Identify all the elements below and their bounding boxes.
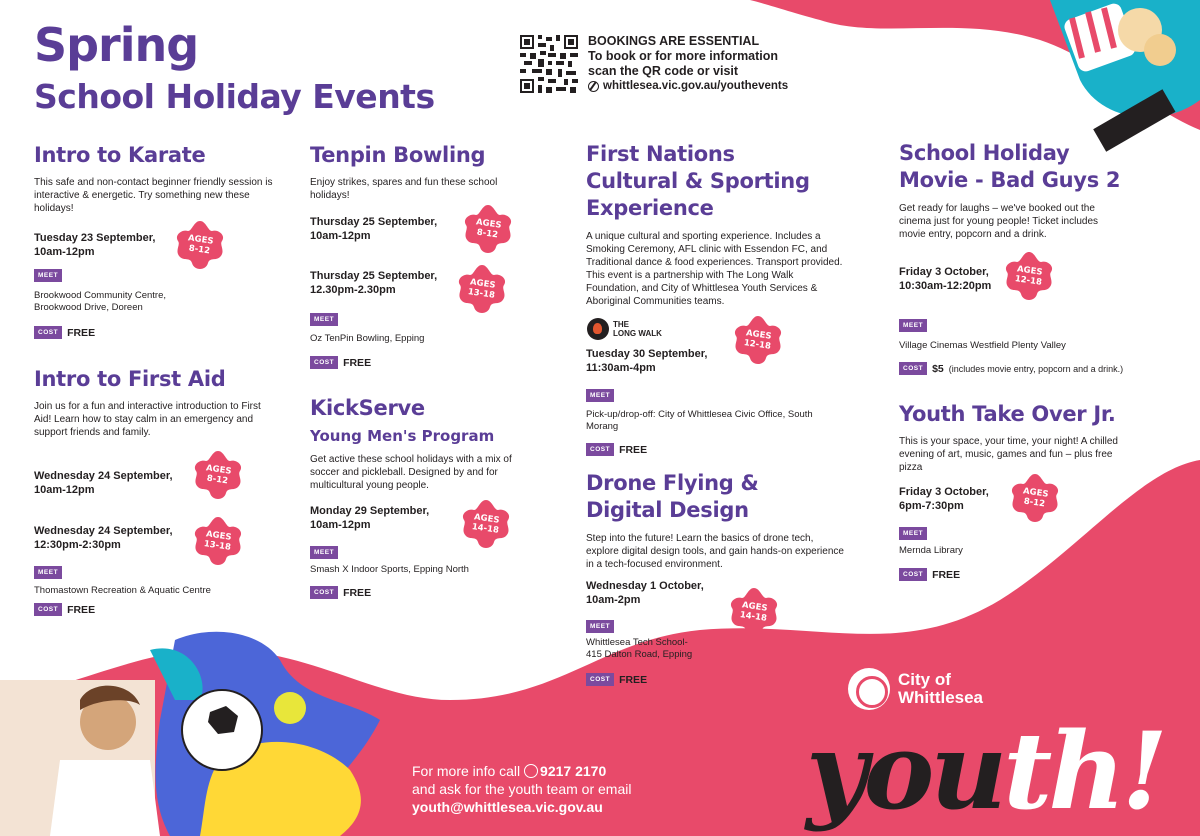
event-description: Get ready for laughs – we've booked out the cinema just for young people! Ticket includes movie entry, popcorn and a drink.	[899, 203, 1098, 240]
meet-tag: MEET	[310, 313, 338, 326]
age-badge-2: AGES 13-18	[192, 515, 244, 567]
event-date: Monday 29 September, 10am-12pm	[310, 505, 430, 531]
event-cost: COST FREE	[899, 568, 960, 581]
booking-line-2: scan the QR code or visit	[588, 64, 739, 78]
event-date: Tuesday 30 September, 11:30am-4pm	[586, 348, 708, 374]
event-tenpin-bowling	[310, 143, 550, 373]
page-title: Spring	[34, 18, 199, 72]
event-movie	[899, 140, 1179, 380]
event-date-2: Thursday 25 September, 12.30pm-2.30pm	[310, 270, 438, 296]
event-description: Step into the future! Learn the basics of drone tech, explore digital design tools, and gain hands-on experience in a tech-focused environment.	[586, 533, 844, 570]
age-badge-2: AGES 13-18	[456, 263, 508, 315]
event-title: First Nations Cultural & Sporting Experience	[586, 142, 810, 220]
long-walk-logo: THE LONG WALK	[587, 318, 662, 340]
event-description: Get active these school holidays with a mix of soccer and pickleball. Designed by and for multicultural young people.	[310, 454, 512, 492]
booking-link[interactable]	[588, 79, 788, 94]
qr-code-icon[interactable]	[520, 35, 578, 93]
event-karate	[34, 143, 284, 343]
event-title: Tenpin Bowling	[310, 143, 486, 167]
event-description: A unique cultural and sporting experience. Includes a Smoking Ceremony, AFL clinic with Essendon FC, and Traditional dance & food experiences. Transport provided. This event is a partnership with The Long Walk Foundation, and City of Whittlesea Youth Services & Aboriginal Communities teams.	[586, 231, 843, 307]
event-subtitle: Young Men's Program	[310, 427, 495, 446]
event-description: This safe and non-contact beginner friendly session is interactive & energetic. Try something new these holidays!	[34, 177, 273, 215]
page-subtitle: School Holiday Events	[34, 77, 435, 116]
event-venue: Smash X Indoor Sports, Epping North	[310, 564, 469, 575]
age-badge: AGES 14-18	[460, 498, 512, 550]
event-date-2: Wednesday 24 September, 12:30pm-2:30pm	[34, 525, 173, 551]
cost-tag: COST	[34, 326, 62, 339]
age-badge: AGES 12-18	[732, 314, 784, 366]
event-venue: Pick-up/drop-off: City of Whittlesea Civic Office, South Morang	[586, 409, 813, 432]
event-venue: Brookwood Community Centre, Brookwood Drive, Doreen	[34, 290, 166, 313]
cost-tag: COST	[586, 443, 614, 456]
cost-tag: COST	[310, 586, 338, 599]
age-badge: AGES 8-12	[1009, 472, 1061, 524]
cost-tag: COST	[34, 603, 62, 616]
city-logo: City of Whittlesea	[848, 668, 983, 710]
event-cost: COST FREE	[310, 356, 371, 369]
event-date: Wednesday 1 October, 10am-2pm	[586, 580, 704, 606]
meet-tag: MEET	[34, 566, 62, 579]
youth-brand: youth!	[806, 708, 1164, 833]
event-title: KickServe	[310, 396, 425, 420]
contact-line-2: and ask for the youth team or email	[412, 781, 632, 797]
event-cost: COST FREE	[586, 673, 647, 686]
event-description: Enjoy strikes, spares and fun these school holidays!	[310, 177, 498, 202]
event-title: School Holiday Movie - Bad Guys 2	[899, 141, 1121, 192]
cost-tag: COST	[586, 673, 614, 686]
booking-line-1: To book or for more information	[588, 49, 779, 63]
event-date: Tuesday 23 September, 10am-12pm	[34, 232, 156, 258]
event-title: Youth Take Over Jr.	[899, 402, 1116, 426]
event-cost: COST $5 (includes movie entry, popcorn and a drink.)	[899, 362, 1123, 375]
event-drone	[586, 470, 856, 570]
age-badge: AGES 14-18	[728, 586, 780, 638]
booking-url[interactable]: whittlesea.vic.gov.au/youthevents	[603, 80, 789, 92]
meet-tag: MEET	[586, 620, 614, 633]
booking-title: BOOKINGS ARE ESSENTIAL	[588, 34, 760, 48]
meet-tag: MEET	[899, 319, 927, 332]
age-badge: AGES 12-18	[1003, 250, 1055, 302]
event-cost: COST FREE	[586, 443, 647, 456]
event-title: Drone Flying & Digital Design	[586, 471, 759, 522]
event-title: Intro to Karate	[34, 143, 206, 167]
booking-info	[588, 34, 788, 94]
event-kickserve	[310, 396, 550, 608]
email-link[interactable]: youth@whittlesea.vic.gov.au	[412, 799, 603, 815]
event-title: Intro to First Aid	[34, 367, 226, 391]
age-badge: AGES 8-12	[174, 219, 226, 271]
phone-number[interactable]: 9217 2170	[540, 763, 607, 779]
event-date: Thursday 25 September, 10am-12pm	[310, 216, 438, 242]
event-venue: Oz TenPin Bowling, Epping	[310, 333, 425, 344]
phone-icon	[524, 764, 538, 778]
event-date: Wednesday 24 September, 10am-12pm	[34, 470, 173, 496]
event-description: Join us for a fun and interactive introduction to First Aid! Learn how to stay calm in an emergency and support friends and family.	[34, 401, 261, 439]
city-seal-icon	[848, 668, 890, 710]
event-first-aid	[34, 367, 294, 622]
meet-tag: MEET	[586, 389, 614, 402]
event-date: Friday 3 October, 6pm-7:30pm	[899, 486, 989, 512]
event-cost: COST FREE	[34, 603, 95, 616]
event-description: This is your space, your time, your night! A chilled evening of art, music, games and fun – plus free pizza	[899, 436, 1118, 474]
event-cost: COST FREE	[310, 586, 371, 599]
age-badge: AGES 8-12	[192, 449, 244, 501]
cost-tag: COST	[899, 362, 927, 375]
event-cost: COST FREE	[34, 326, 95, 339]
meet-tag: MEET	[34, 269, 62, 282]
contact-info	[412, 762, 631, 816]
cost-tag: COST	[310, 356, 338, 369]
age-badge: AGES 8-12	[462, 203, 514, 255]
contact-line-1: For more info call	[412, 763, 521, 779]
event-venue: Village Cinemas Westfield Plenty Valley	[899, 340, 1066, 351]
event-youth-take-over	[899, 402, 1159, 592]
event-venue: Whittlesea Tech School- 415 Dalton Road, Epping	[586, 637, 693, 660]
event-date: Friday 3 October, 10:30am-12:20pm	[899, 266, 992, 292]
globe-icon	[588, 81, 599, 92]
event-venue: Mernda Library	[899, 545, 963, 556]
cost-tag: COST	[899, 568, 927, 581]
meet-tag: MEET	[310, 546, 338, 559]
meet-tag: MEET	[899, 527, 927, 540]
long-walk-icon	[587, 318, 609, 340]
event-venue: Thomastown Recreation & Aquatic Centre	[34, 585, 211, 596]
